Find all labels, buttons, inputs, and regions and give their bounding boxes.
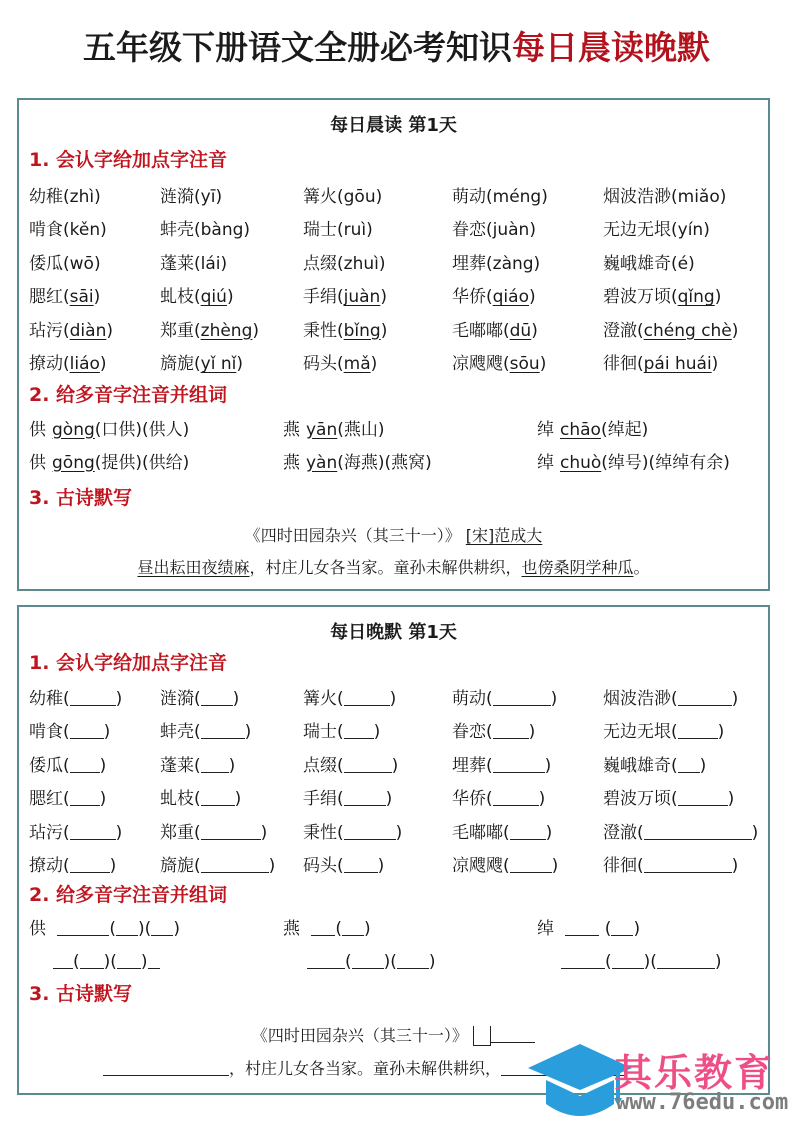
word-blank[interactable] xyxy=(80,953,104,969)
word-cell: 倭瓜( ) xyxy=(29,755,107,776)
word: 巍峨雄奇 xyxy=(603,755,671,776)
pinyin-answer: bǐng xyxy=(343,320,381,341)
word-cell: 澄澈( ) xyxy=(603,822,759,843)
word-row xyxy=(29,716,769,750)
word: 码头 xyxy=(303,354,337,375)
word-cell: 萌动( ) xyxy=(452,688,558,709)
poem-phrase-1: 昼出耘田夜绩麻 xyxy=(137,558,250,577)
evening-section2-title: 2. 给多音字注音并组词 xyxy=(29,884,228,906)
word-cell: 幼稚(zhì) xyxy=(29,186,101,207)
word-row xyxy=(29,281,769,315)
evening-word-grid xyxy=(29,682,769,883)
pinyin-blank[interactable] xyxy=(678,757,700,773)
word: 幼稚 xyxy=(29,688,63,709)
word: 眷恋 xyxy=(452,722,486,743)
pinyin-blank[interactable] xyxy=(678,690,732,706)
pinyin-blank[interactable] xyxy=(201,857,269,873)
morning-word-grid xyxy=(29,180,769,381)
word-blank[interactable] xyxy=(352,953,384,969)
poly-char: 供 xyxy=(29,419,46,440)
pinyin-answer: zhuì xyxy=(343,253,379,274)
pinyin-blank[interactable] xyxy=(57,920,109,936)
dynasty-blank[interactable] xyxy=(473,1026,491,1046)
pinyin-answer: gōu xyxy=(343,186,376,207)
word-cell: 蓬莱( ) xyxy=(160,755,236,776)
poly-pinyin: gōng xyxy=(52,452,95,473)
polyphone-cell xyxy=(29,452,283,474)
word-cell: 虬枝( ) xyxy=(160,789,242,810)
word: 萌动 xyxy=(452,688,486,709)
morning-reading-box xyxy=(17,98,770,591)
pinyin-blank[interactable] xyxy=(493,757,545,773)
word-cell: 郑重(zhèng) xyxy=(160,320,260,341)
pinyin-blank[interactable] xyxy=(70,757,100,773)
word: 倭瓜 xyxy=(29,755,63,776)
poly-blank-cell: 燕 ( ) xyxy=(283,918,371,939)
word: 澄澈 xyxy=(603,822,637,843)
poly-blank-cell: 供 ( )( ) xyxy=(29,918,180,939)
pinyin-answer: juàn xyxy=(492,220,530,241)
word-cell: 旖旎( ) xyxy=(160,856,276,877)
word: 烟波浩渺 xyxy=(603,186,671,207)
pinyin-blank[interactable] xyxy=(493,790,539,806)
pinyin-answer: chéng chè xyxy=(643,320,732,341)
pinyin-blank[interactable] xyxy=(493,723,529,739)
word-row xyxy=(29,247,769,281)
poly-char: 燕 xyxy=(283,419,300,440)
word: 手绢 xyxy=(303,287,337,308)
word-cell: 秉性(bǐng) xyxy=(303,320,388,341)
poly-char: 绰 xyxy=(537,452,554,473)
word-row xyxy=(29,314,769,348)
word: 点缀 xyxy=(303,755,337,776)
word-blank[interactable] xyxy=(397,953,429,969)
word-cell: 华侨(qiáo) xyxy=(452,287,536,308)
word-cell: 手绢(juàn) xyxy=(303,287,387,308)
word: 碧波万顷 xyxy=(603,287,671,308)
word: 蚌壳 xyxy=(160,220,194,241)
word: 旖旎 xyxy=(160,354,194,375)
poly-blank-row xyxy=(29,912,769,945)
word: 徘徊 xyxy=(603,354,637,375)
word-cell: 凉飕飕( ) xyxy=(452,856,559,877)
word-cell: 眷恋(juàn) xyxy=(452,220,536,241)
word-cell: 瑞士( ) xyxy=(303,722,381,743)
pinyin-answer: dū xyxy=(509,320,532,341)
watermark-logo xyxy=(528,1040,793,1122)
pinyin-blank[interactable] xyxy=(201,824,261,840)
pinyin-blank[interactable] xyxy=(344,723,374,739)
polyphone-row xyxy=(29,413,769,446)
pinyin-blank[interactable] xyxy=(70,857,110,873)
word: 蓬莱 xyxy=(160,253,194,274)
word-blank[interactable] xyxy=(117,953,141,969)
evening-section1-title: 1. 会认字给加点字注音 xyxy=(29,652,228,674)
pinyin-blank[interactable] xyxy=(201,757,229,773)
pinyin-blank[interactable] xyxy=(678,790,728,806)
word-row xyxy=(29,783,769,817)
pinyin-answer: liáo xyxy=(69,354,100,375)
word-cell: 幼稚( ) xyxy=(29,688,123,709)
pinyin-answer: qǐng xyxy=(677,287,715,308)
pinyin-answer: qiú xyxy=(200,287,227,308)
page-title xyxy=(0,26,793,70)
pinyin-blank[interactable] xyxy=(201,723,245,739)
morning-poem-title xyxy=(19,525,768,547)
pinyin-blank[interactable] xyxy=(201,690,233,706)
word-blank[interactable] xyxy=(657,953,715,969)
pinyin-answer: zhì xyxy=(69,186,95,207)
morning-section3-title: 3. 古诗默写 xyxy=(29,487,133,509)
pinyin-answer: mǎ xyxy=(343,354,371,375)
polyphone-cell xyxy=(283,452,537,474)
page-title-accent: 每日晨读晚默 xyxy=(512,28,710,67)
polyphone-cell xyxy=(283,419,537,441)
word: 蓬莱 xyxy=(160,755,194,776)
word: 烟波浩渺 xyxy=(603,688,671,709)
pinyin-blank[interactable] xyxy=(644,824,752,840)
pinyin-answer: diàn xyxy=(69,320,107,341)
word: 手绢 xyxy=(303,789,337,810)
word: 腮红 xyxy=(29,789,63,810)
word-cell: 巍峨雄奇(é) xyxy=(603,253,695,274)
word: 点缀 xyxy=(303,253,337,274)
pinyin-blank[interactable] xyxy=(344,757,392,773)
word: 瑞士 xyxy=(303,722,337,743)
word: 撩动 xyxy=(29,354,63,375)
pinyin-blank[interactable] xyxy=(344,690,390,706)
poly-char: 供 xyxy=(29,452,46,473)
word-cell: 啃食(kěn) xyxy=(29,220,107,241)
word: 埋葬 xyxy=(452,755,486,776)
poem-phrase-3: 也傍桑阴学种瓜 xyxy=(521,558,634,577)
word: 瑞士 xyxy=(303,220,337,241)
word-row xyxy=(29,682,769,716)
word-cell: 碧波万顷(qǐng) xyxy=(603,287,722,308)
pinyin-answer: kěn xyxy=(69,220,101,241)
polyphone-cell xyxy=(29,419,283,441)
word: 凉飕飕 xyxy=(452,856,503,877)
word-cell: 码头( ) xyxy=(303,856,385,877)
trailing-line xyxy=(148,953,160,969)
evening-heading: 每日晚默 第1天 xyxy=(330,622,457,643)
word-row xyxy=(29,850,769,884)
pinyin-answer: yín xyxy=(677,220,704,241)
poly-pinyin: yān xyxy=(306,419,338,440)
pinyin-answer: qiáo xyxy=(492,287,529,308)
pinyin-blank[interactable] xyxy=(344,790,386,806)
poly-words: (海燕)(燕窝) xyxy=(337,452,432,473)
poem-title-text: 《四时田园杂兴（其三十一）》 xyxy=(244,526,461,545)
pinyin-blank[interactable] xyxy=(70,690,116,706)
poly-words: (绰号)(绰绰有余) xyxy=(601,452,730,473)
word-cell: 埋葬(zàng) xyxy=(452,253,541,274)
poly-words: (绰起) xyxy=(600,419,649,440)
word-cell: 华侨( ) xyxy=(452,789,546,810)
word-cell: 玷污(diàn) xyxy=(29,320,113,341)
poly-words: (提供)(供给) xyxy=(94,452,190,473)
pinyin-blank[interactable] xyxy=(493,690,551,706)
word-blank[interactable] xyxy=(116,920,138,936)
poly-char: 供 xyxy=(29,918,46,939)
word: 徘徊 xyxy=(603,856,637,877)
word: 虬枝 xyxy=(160,287,194,308)
word: 澄澈 xyxy=(603,320,637,341)
pinyin-answer: yǐ nǐ xyxy=(200,354,237,375)
poem-dynasty: [宋] xyxy=(465,526,495,545)
word-cell: 无边无垠( ) xyxy=(603,722,725,743)
word-cell: 点缀( ) xyxy=(303,755,399,776)
pinyin-answer: bàng xyxy=(200,220,244,241)
word: 玷污 xyxy=(29,822,63,843)
word: 巍峨雄奇 xyxy=(603,253,671,274)
polyphone-cell xyxy=(537,419,769,441)
word: 倭瓜 xyxy=(29,253,63,274)
pinyin-answer: lái xyxy=(200,253,221,274)
word: 蚌壳 xyxy=(160,722,194,743)
polyphone-row xyxy=(29,446,769,479)
word: 码头 xyxy=(303,856,337,877)
word-cell: 凉飕飕(sōu) xyxy=(452,354,547,375)
poly-char: 燕 xyxy=(283,918,300,939)
word-cell: 萌动(méng) xyxy=(452,186,548,207)
word: 涟漪 xyxy=(160,688,194,709)
word: 无边无垠 xyxy=(603,220,671,241)
pinyin-answer: juàn xyxy=(343,287,381,308)
word-cell: 玷污( ) xyxy=(29,822,123,843)
pinyin-answer: zhèng xyxy=(200,320,253,341)
word-cell: 蚌壳( ) xyxy=(160,722,252,743)
pinyin-blank[interactable] xyxy=(678,723,718,739)
pinyin-blank[interactable] xyxy=(344,857,378,873)
word: 凉飕飕 xyxy=(452,354,503,375)
pinyin-answer: ruì xyxy=(343,220,367,241)
word-cell: 埋葬( ) xyxy=(452,755,552,776)
poem-given-text: ，村庄儿女各当家。童孙未解供耕织， xyxy=(229,1059,502,1078)
word: 毛嘟嘟 xyxy=(452,320,503,341)
word-blank[interactable] xyxy=(151,920,173,936)
word-cell: 瑞士(ruì) xyxy=(303,220,373,241)
word: 眷恋 xyxy=(452,220,486,241)
word-cell: 毛嘟嘟( ) xyxy=(452,822,553,843)
morning-poem-line xyxy=(19,557,768,579)
word: 萌动 xyxy=(452,186,486,207)
pinyin-blank[interactable] xyxy=(201,790,235,806)
word: 虬枝 xyxy=(160,789,194,810)
poly-blank-cell: ( )( ) xyxy=(29,951,283,973)
word-cell: 蓬莱(lái) xyxy=(160,253,228,274)
word-cell: 毛嘟嘟(dū) xyxy=(452,320,538,341)
word: 郑重 xyxy=(160,822,194,843)
pinyin-answer: pái huái xyxy=(643,354,712,375)
word: 涟漪 xyxy=(160,186,194,207)
poem-phrase-2: ，村庄儿女各当家。童孙未解供耕织， xyxy=(249,558,522,577)
word-cell: 巍峨雄奇( ) xyxy=(603,755,707,776)
poly-char: 燕 xyxy=(283,452,300,473)
poly-char: 绰 xyxy=(537,419,554,440)
pinyin-blank[interactable] xyxy=(510,857,552,873)
poem-blank-1[interactable] xyxy=(103,1060,229,1076)
word-blank[interactable] xyxy=(612,953,644,969)
pinyin-answer: sōu xyxy=(509,354,540,375)
word-cell: 涟漪( ) xyxy=(160,688,240,709)
poly-words: (口供)(供人) xyxy=(94,419,190,440)
pinyin-answer: é xyxy=(677,253,689,274)
poly-blank-cell: ( )( ) xyxy=(537,951,769,973)
pinyin-answer: miǎo xyxy=(677,186,720,207)
pinyin-blank[interactable] xyxy=(561,953,605,969)
evening-polyphone-blanks xyxy=(29,912,769,978)
word: 华侨 xyxy=(452,789,486,810)
poly-blank-cell: 绰 ( ) xyxy=(537,918,641,939)
word-blank[interactable] xyxy=(342,920,364,936)
poly-blank-cell: ( )( ) xyxy=(283,951,537,973)
word-cell: 郑重( ) xyxy=(160,822,268,843)
pinyin-blank[interactable] xyxy=(510,824,546,840)
word: 篝火 xyxy=(303,186,337,207)
word-cell: 烟波浩渺( ) xyxy=(603,688,739,709)
poem-phrase-4: 。 xyxy=(633,558,650,577)
word-cell: 腮红(sāi) xyxy=(29,287,101,308)
word: 无边无垠 xyxy=(603,722,671,743)
pinyin-answer: wō xyxy=(69,253,94,274)
word-cell: 无边无垠(yín) xyxy=(603,220,710,241)
pinyin-blank[interactable] xyxy=(70,824,116,840)
word-cell: 码头(mǎ) xyxy=(303,354,378,375)
word: 秉性 xyxy=(303,320,337,341)
poly-pinyin: chāo xyxy=(560,419,601,440)
poly-words: (燕山) xyxy=(337,419,385,440)
poem-title-text: 《四时田园杂兴（其三十一）》 xyxy=(251,1026,468,1045)
word-cell: 腮红( ) xyxy=(29,789,107,810)
word-blank[interactable] xyxy=(611,920,633,936)
pinyin-blank[interactable] xyxy=(644,857,732,873)
word-row xyxy=(29,816,769,850)
word-cell: 旖旎(yǐ nǐ) xyxy=(160,354,243,375)
word: 埋葬 xyxy=(452,253,486,274)
word: 华侨 xyxy=(452,287,486,308)
word-cell: 眷恋( ) xyxy=(452,722,536,743)
word: 啃食 xyxy=(29,722,63,743)
morning-section1-title: 1. 会认字给加点字注音 xyxy=(29,149,228,171)
pinyin-blank[interactable] xyxy=(307,953,345,969)
pinyin-blank[interactable] xyxy=(70,790,100,806)
pinyin-answer: sāi xyxy=(69,287,94,308)
word-cell: 蚌壳(bàng) xyxy=(160,220,251,241)
word-cell: 篝火( ) xyxy=(303,688,397,709)
word: 腮红 xyxy=(29,287,63,308)
word-cell: 篝火(gōu) xyxy=(303,186,383,207)
pinyin-answer: méng xyxy=(492,186,542,207)
word-row xyxy=(29,348,769,382)
watermark-url: www.76edu.com xyxy=(616,1090,789,1115)
word: 碧波万顷 xyxy=(603,789,671,810)
word: 郑重 xyxy=(160,320,194,341)
pinyin-answer: zàng xyxy=(492,253,534,274)
word-cell: 烟波浩渺(miǎo) xyxy=(603,186,727,207)
word: 啃食 xyxy=(29,220,63,241)
evening-dictation-box xyxy=(17,605,770,1095)
polyphone-cell xyxy=(537,452,769,474)
morning-section2-title: 2. 给多音字注音并组词 xyxy=(29,384,228,406)
poly-char: 绰 xyxy=(537,918,554,939)
word-row xyxy=(29,180,769,214)
pinyin-blank[interactable] xyxy=(565,920,599,936)
word-cell: 澄澈(chéng chè) xyxy=(603,320,739,341)
word-cell: 虬枝(qiú) xyxy=(160,287,234,308)
word-row xyxy=(29,749,769,783)
morning-heading: 每日晨读 第1天 xyxy=(330,115,457,136)
word-cell: 碧波万顷( ) xyxy=(603,789,735,810)
word: 旖旎 xyxy=(160,856,194,877)
word-cell: 秉性( ) xyxy=(303,822,403,843)
pinyin-blank[interactable] xyxy=(344,824,396,840)
poly-pinyin: chuò xyxy=(560,452,602,473)
word-cell: 手绢( ) xyxy=(303,789,393,810)
word: 撩动 xyxy=(29,856,63,877)
word: 幼稚 xyxy=(29,186,63,207)
word: 毛嘟嘟 xyxy=(452,822,503,843)
word-cell: 撩动( ) xyxy=(29,856,117,877)
word-cell: 点缀(zhuì) xyxy=(303,253,386,274)
word: 篝火 xyxy=(303,688,337,709)
poly-pinyin: gòng xyxy=(52,419,95,440)
word-cell: 涟漪(yī) xyxy=(160,186,223,207)
word-row xyxy=(29,214,769,248)
evening-section3-title: 3. 古诗默写 xyxy=(29,983,133,1005)
poem-author: 范成大 xyxy=(494,526,543,545)
pinyin-answer: yī xyxy=(200,186,216,207)
word-cell: 撩动(liáo) xyxy=(29,354,107,375)
pinyin-blank[interactable] xyxy=(53,953,73,969)
word: 玷污 xyxy=(29,320,63,341)
word-cell: 徘徊( ) xyxy=(603,856,739,877)
poly-pinyin: yàn xyxy=(306,452,338,473)
word-cell: 啃食( ) xyxy=(29,722,111,743)
morning-polyphone-list xyxy=(29,413,769,479)
word-cell: 徘徊(pái huái) xyxy=(603,354,719,375)
pinyin-blank[interactable] xyxy=(311,920,335,936)
page-title-main: 五年级下册语文全册必考知识 xyxy=(83,28,512,67)
word: 秉性 xyxy=(303,822,337,843)
watermark-brand: 其乐教育 xyxy=(614,1051,775,1095)
poly-blank-row xyxy=(29,945,769,978)
word-cell: 倭瓜(wō) xyxy=(29,253,101,274)
pinyin-blank[interactable] xyxy=(70,723,104,739)
